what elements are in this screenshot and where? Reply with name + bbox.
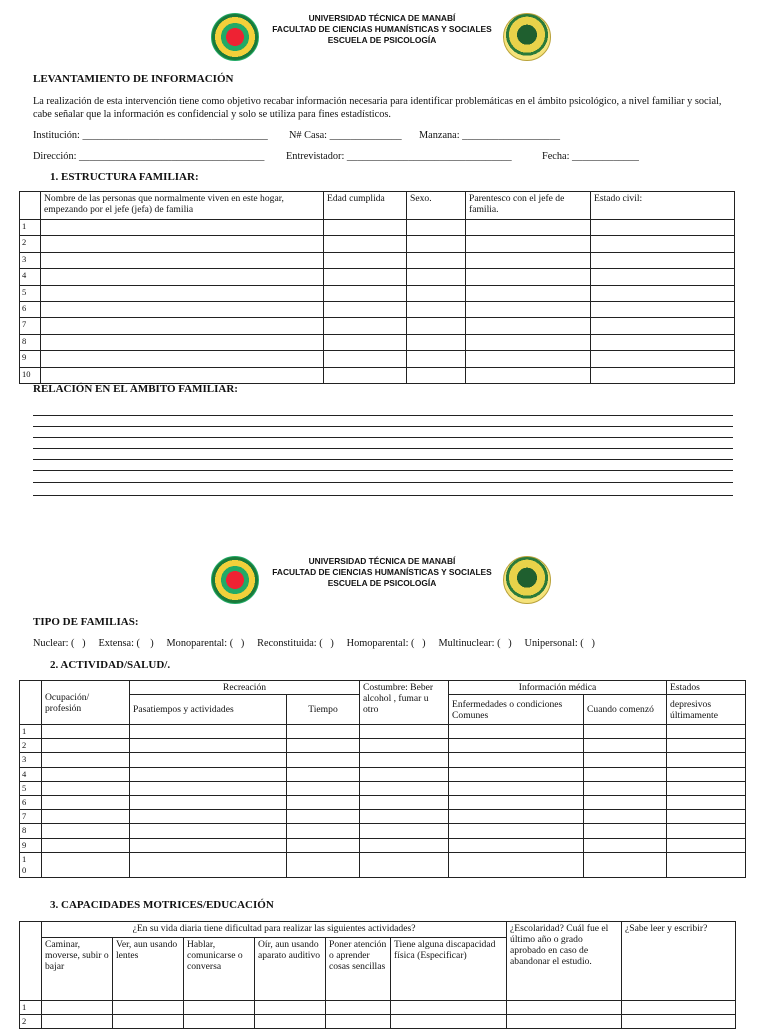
answer-line[interactable] (33, 459, 733, 460)
table-row[interactable]: 3 (20, 753, 746, 767)
table-header: Estado civil: (591, 192, 735, 220)
section-capacidades-title: 3. CAPACIDADES MOTRICES/EDUCACIÓN (50, 899, 274, 911)
table-row[interactable]: 2 (20, 1015, 736, 1029)
table-row[interactable]: 2 (20, 236, 735, 252)
relacion-title: RELACIÓN EN EL ÁMBITO FAMILIAR: (33, 383, 238, 395)
table-header: Ver, aun usando lentes (113, 938, 184, 1001)
activity-health-table (19, 680, 746, 878)
table-header: Tiempo (287, 695, 360, 725)
section-actividad-title: 2. ACTIVIDAD/SALUD/. (50, 659, 171, 671)
school-crest-icon (503, 556, 551, 604)
table-row[interactable]: 1 0 (20, 852, 746, 877)
table-row[interactable]: 4 (20, 767, 746, 781)
answer-line[interactable] (33, 482, 733, 483)
university-seal-icon (211, 13, 259, 61)
table-row[interactable]: 1 (20, 1001, 736, 1015)
table-header: Edad cumplida (324, 192, 407, 220)
casa-field[interactable]: N# Casa: ______________ (289, 130, 402, 141)
header-title: UNIVERSIDAD TÉCNICA DE MANABÍ FACULTAD DE CIENCIAS HUMANÍSTICAS Y SOCIALES ESCUELA DE PSICOLOGÍA (272, 13, 492, 45)
table-row[interactable]: 9 (20, 838, 746, 852)
answer-line[interactable] (33, 448, 733, 449)
family-structure-table (19, 191, 735, 384)
document-title: LEVANTAMIENTO DE INFORMACIÓN (33, 73, 234, 85)
page-header (0, 13, 768, 69)
tipos-title: TIPO DE FAMILIAS: (33, 616, 139, 628)
table-row[interactable]: 8 (20, 824, 746, 838)
table-header: Ocupación/ profesión (42, 681, 130, 725)
table-header: depresivos últimamente (667, 695, 746, 725)
table-row[interactable]: 3 (20, 252, 735, 268)
table-header: Información médica (449, 681, 667, 695)
table-header (20, 192, 41, 220)
table-header: ¿Sabe leer y escribir? (622, 922, 736, 1001)
fecha-field[interactable]: Fecha: _____________ (542, 151, 639, 162)
table-header: Caminar, moverse, subir o bajar (42, 938, 113, 1001)
section-estructura-title: 1. ESTRUCTURA FAMILIAR: (50, 171, 199, 183)
table-header: Parentesco con el jefe de familia. (466, 192, 591, 220)
entrevistador-field[interactable]: Entrevistador: ________________________________ (286, 151, 512, 162)
family-type-options[interactable]: Nuclear: ( ) Extensa: ( ) Monoparental: ( ) Reconstituida: ( ) Homoparental: ( ) Multinuclear: ( ) Unipersonal: ( ) (33, 638, 595, 649)
table-row[interactable]: 4 (20, 269, 735, 285)
table-header: Nombre de las personas que normalmente viven en este hogar, empezando por el jefe (jefa) de familia (41, 192, 324, 220)
table-row[interactable]: 5 (20, 285, 735, 301)
table-header: Estados (667, 681, 746, 695)
table-row[interactable]: 10 (20, 367, 735, 383)
motor-education-table (19, 921, 736, 1029)
table-row[interactable]: 6 (20, 301, 735, 317)
table-header: Pasatiempos y actividades (130, 695, 287, 725)
manzana-field[interactable]: Manzana: ___________________ (419, 130, 560, 141)
answer-line[interactable] (33, 470, 733, 471)
table-row[interactable]: 6 (20, 795, 746, 809)
table-header: Oír, aun usando aparato auditivo (255, 938, 326, 1001)
table-row[interactable]: 7 (20, 810, 746, 824)
direccion-field[interactable]: Dirección: ____________________________________ (33, 151, 265, 162)
table-header: Sexo. (407, 192, 466, 220)
answer-line[interactable] (33, 426, 733, 427)
table-header: Tiene alguna discapacidad física (Especificar) (391, 938, 507, 1001)
institucion-field[interactable]: Institución: ____________________________________ (33, 130, 268, 141)
table-header: Poner atención o aprender cosas sencillas (326, 938, 391, 1001)
table-row[interactable]: 1 (20, 725, 746, 739)
table-header: Enfermedades o condiciones Comunes (449, 695, 584, 725)
table-row[interactable]: 1 (20, 220, 735, 236)
answer-line[interactable] (33, 495, 733, 496)
table-header: Cuando comenzó (584, 695, 667, 725)
table-header: Costumbre: Beber alcohol , fumar u otro (360, 681, 449, 725)
table-header: ¿En su vida diaria tiene dificultad para realizar las siguientes actividades? (42, 922, 507, 938)
table-header: ¿Escolaridad? Cuál fue el último año o grado aprobado en caso de abandonar el estudio. (507, 922, 622, 1001)
intro-text: La realización de esta intervención tiene como objetivo recabar información necesaria para identificar problemáticas en el ámbito psicológico, a nivel familiar y social, cabe señalar que la información es confidencial y solo se utiliza para fines estadísticos. (33, 96, 722, 120)
answer-line[interactable] (33, 437, 733, 438)
school-crest-icon (503, 13, 551, 61)
table-row[interactable]: 5 (20, 781, 746, 795)
page-header (0, 556, 768, 612)
table-row[interactable]: 8 (20, 334, 735, 350)
answer-line[interactable] (33, 415, 733, 416)
table-header: Hablar, comunicarse o conversa (184, 938, 255, 1001)
table-row[interactable]: 9 (20, 351, 735, 367)
table-header: Recreación (130, 681, 360, 695)
header-title: UNIVERSIDAD TÉCNICA DE MANABÍ FACULTAD DE CIENCIAS HUMANÍSTICAS Y SOCIALES ESCUELA DE PSICOLOGÍA (272, 556, 492, 588)
table-row[interactable]: 2 (20, 739, 746, 753)
university-seal-icon (211, 556, 259, 604)
table-row[interactable]: 7 (20, 318, 735, 334)
